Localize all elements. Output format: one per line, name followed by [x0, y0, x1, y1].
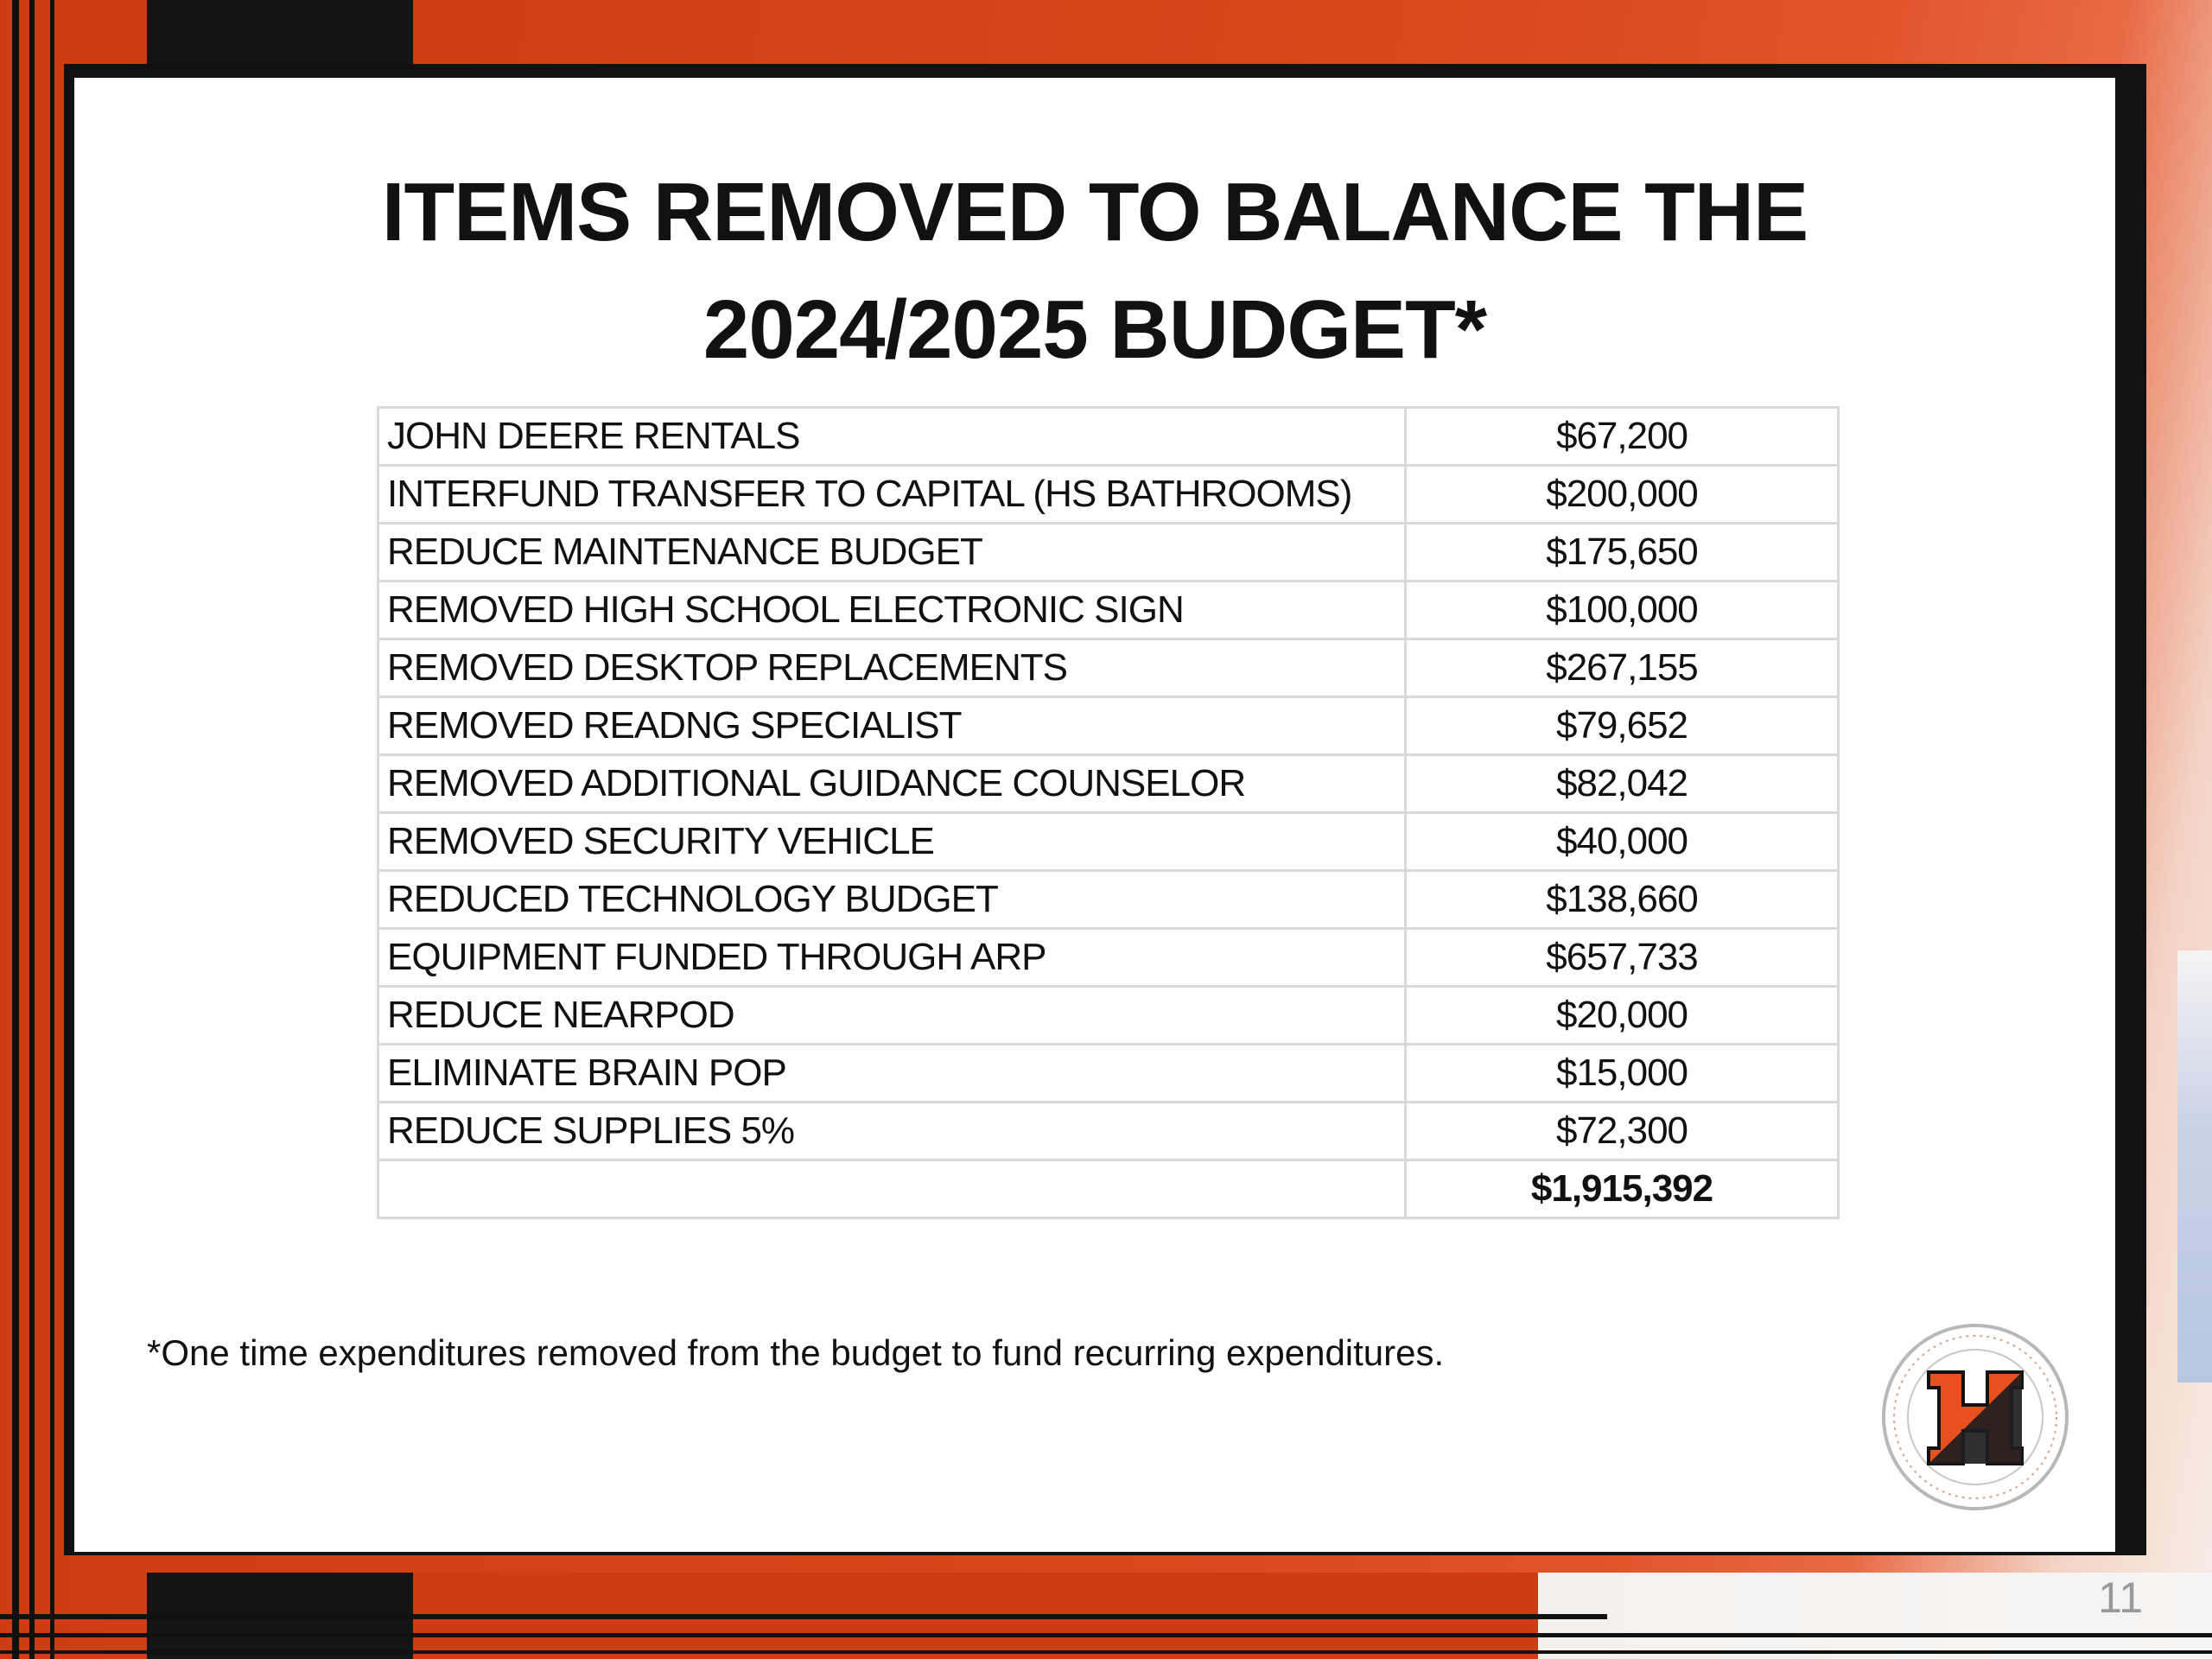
item-label: REDUCE MAINTENANCE BUDGET	[378, 524, 1406, 582]
table-row	[378, 524, 1839, 582]
item-label: REMOVED ADDITIONAL GUIDANCE COUNSELOR	[378, 755, 1406, 813]
item-label: REMOVED DESKTOP REPLACEMENTS	[378, 639, 1406, 697]
decor-hline-3	[0, 1650, 2212, 1654]
decor-vline-3	[50, 0, 54, 1659]
item-label: REMOVED HIGH SCHOOL ELECTRONIC SIGN	[378, 582, 1406, 639]
total-amount: $1,915,392	[1406, 1160, 1839, 1218]
item-label: REMOVED READNG SPECIALIST	[378, 697, 1406, 755]
item-amount: $200,000	[1406, 466, 1839, 524]
item-label: REDUCE SUPPLIES 5%	[378, 1103, 1406, 1160]
background-left-strip	[0, 0, 73, 1659]
item-amount: $72,300	[1406, 1103, 1839, 1160]
item-amount: $79,652	[1406, 697, 1839, 755]
item-amount: $40,000	[1406, 813, 1839, 871]
table-row	[378, 582, 1839, 639]
table-row	[378, 813, 1839, 871]
total-label	[378, 1160, 1406, 1218]
table-row	[378, 871, 1839, 929]
item-amount: $138,660	[1406, 871, 1839, 929]
item-amount: $20,000	[1406, 987, 1839, 1045]
title-line-2: 2024/2025 BUDGET*	[702, 283, 1487, 376]
budget-items-table	[377, 406, 1840, 1219]
table-row	[378, 1103, 1839, 1160]
decor-vline-1	[12, 0, 19, 1659]
item-label: JOHN DEERE RENTALS	[378, 408, 1406, 466]
item-amount: $267,155	[1406, 639, 1839, 697]
slide-content	[74, 78, 2115, 1552]
decor-hline-1	[0, 1614, 1607, 1619]
item-label: REMOVED SECURITY VEHICLE	[378, 813, 1406, 871]
table-row	[378, 929, 1839, 987]
decor-hline-2	[0, 1633, 2212, 1637]
table-row	[378, 987, 1839, 1045]
page-number: 11	[2098, 1573, 2143, 1622]
item-amount: $15,000	[1406, 1045, 1839, 1103]
item-label: EQUIPMENT FUNDED THROUGH ARP	[378, 929, 1406, 987]
title-line-1: ITEMS REMOVED TO BALANCE THE	[381, 166, 1808, 258]
table-row	[378, 1045, 1839, 1103]
item-amount: $67,200	[1406, 408, 1839, 466]
total-row	[378, 1160, 1839, 1218]
decor-vline-2	[29, 0, 35, 1659]
item-label: ELIMINATE BRAIN POP	[378, 1045, 1406, 1103]
table-row	[378, 639, 1839, 697]
item-amount: $100,000	[1406, 582, 1839, 639]
table-row	[378, 755, 1839, 813]
item-amount: $657,733	[1406, 929, 1839, 987]
table-row	[378, 697, 1839, 755]
item-label: INTERFUND TRANSFER TO CAPITAL (HS BATHROOMS)	[378, 466, 1406, 524]
item-amount: $82,042	[1406, 755, 1839, 813]
slide-title	[74, 154, 2115, 389]
school-seal-logo-icon	[1880, 1322, 2070, 1512]
footnote: *One time expenditures removed from the budget to fund recurring expenditures.	[147, 1332, 1445, 1373]
item-label: REDUCED TECHNOLOGY BUDGET	[378, 871, 1406, 929]
item-label: REDUCE NEARPOD	[378, 987, 1406, 1045]
table-row	[378, 408, 1839, 466]
table-row	[378, 466, 1839, 524]
background-top-block	[147, 0, 413, 64]
item-amount: $175,650	[1406, 524, 1839, 582]
background-right-tint	[2177, 950, 2212, 1382]
